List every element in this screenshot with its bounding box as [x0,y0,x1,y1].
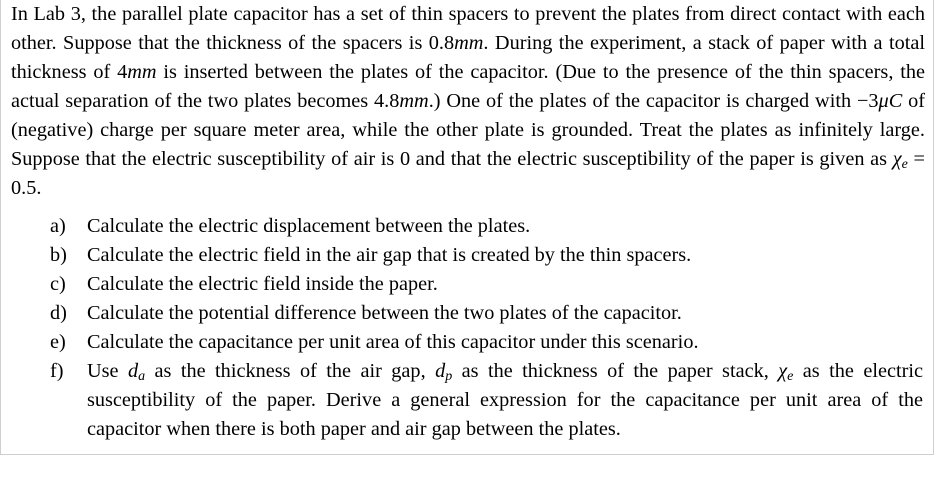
spacer-thickness-value: 0.8 [428,32,455,54]
chi-subscript: e [787,369,794,384]
intro-text-7: . [36,177,42,199]
plate-separation-unit: mm [399,90,429,112]
item-text-3: as the thickness of the paper stack, [452,360,779,382]
item-label: e) [50,331,66,353]
question-list [1,212,935,444]
charge-unit: μC [878,90,903,112]
paper-thickness-value: 4 [117,61,128,83]
chi-symbol: χ [778,360,788,382]
plate-separation-value: 4.8 [374,90,400,112]
list-item [1,270,923,299]
item-text: Calculate the potential difference between the two plates of the capacitor. [87,302,682,324]
intro-text-1: In Lab 3, the parallel plate capacitor has a set of thin spacers to prevent the plates from direct contact with each other. Suppose that the thickness of the spacers is [11,3,925,54]
chi-equation: = 0.5 [11,148,925,199]
item-label: b) [50,244,67,266]
chi-subscript: e [901,157,908,172]
item-text: Calculate the electric field inside the paper. [87,273,438,295]
intro-text-6: and that the electric susceptibility of the paper is given as [410,148,893,170]
item-text: Calculate the electric field in the air gap that is created by the thin spacers. [87,244,692,266]
item-text: Calculate the electric displacement between the plates. [87,215,531,237]
charge-value: −3 [856,90,879,112]
item-text-1: Use [87,360,128,382]
intro-text-5: of (negative) charge per square meter area, while the other plate is grounded. Treat the plates as infinitely large. Suppose that the electric susceptibility of air is [11,90,926,170]
problem-statement [11,0,925,203]
dp-subscript: p [445,369,453,384]
dp-symbol: d [435,360,446,382]
air-susceptibility-value: 0 [399,148,411,170]
list-item [1,212,923,241]
list-item [1,328,923,357]
intro-text-4: .) One of the plates of the capacitor is charged with [428,90,857,112]
chi-symbol: χ [892,148,902,170]
list-item [1,299,923,328]
intro-text-3: is inserted between the plates of the capacitor. (Due to the presence of the thin spacers, the actual separation of the two plates becomes [11,61,926,112]
item-text-4: as the electric susceptibility of the paper. Derive a general expression for the capacitance per unit area of the capacitor when there is both paper and air gap between the plates. [87,360,923,440]
da-symbol: d [127,360,139,382]
item-label: c) [50,273,66,295]
item-text-2: as the thickness of the air gap, [145,360,436,382]
paper-thickness-unit: mm [127,61,157,83]
item-label: f) [50,360,64,382]
spacer-thickness-unit: mm [454,32,484,54]
list-item [1,357,923,444]
list-item [1,241,923,270]
da-subscript: a [138,369,146,384]
item-label: a) [50,215,66,237]
item-text: Calculate the capacitance per unit area of this capacitor under this scenario. [87,331,699,353]
intro-text-2: . During the experiment, a stack of paper with a total thickness of [11,32,926,83]
item-label: d) [50,302,67,324]
